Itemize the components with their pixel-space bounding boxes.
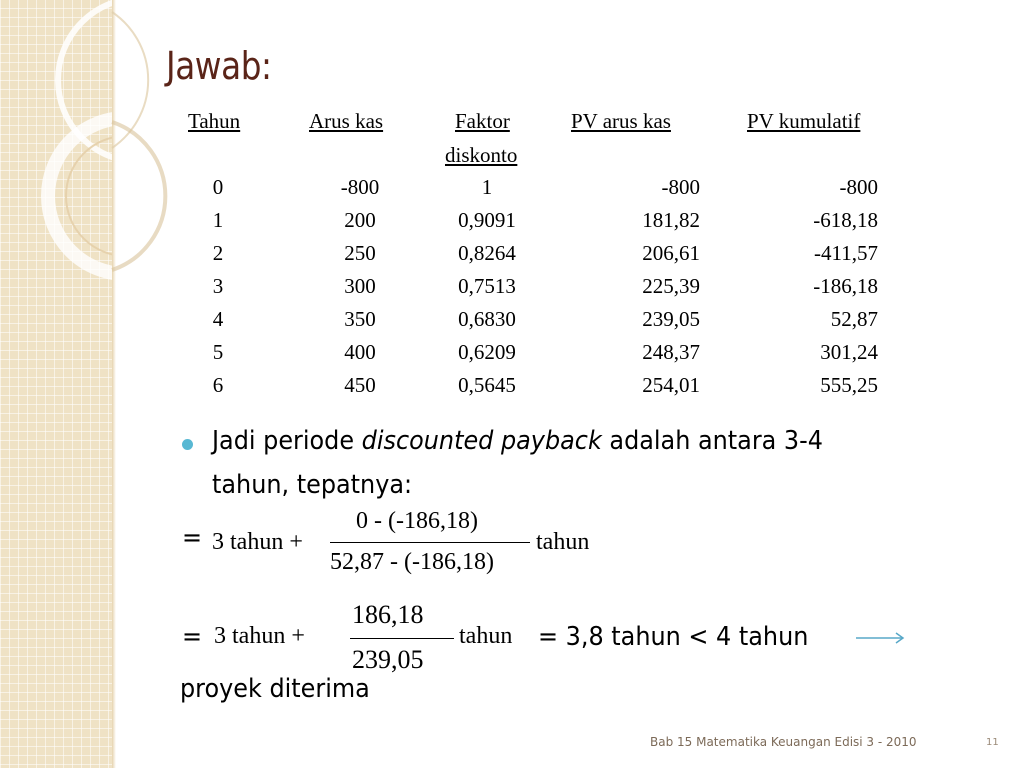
cell-arus-kas: 300 xyxy=(344,274,376,298)
formula1-unit: tahun xyxy=(536,529,590,555)
cell-kumulatif: -411,57 xyxy=(814,241,878,265)
cell-arus-kas: 400 xyxy=(344,340,376,364)
formula1-numerator: 0 - (-186,18) xyxy=(356,508,478,534)
bullet-text-italic: discounted payback xyxy=(361,426,602,456)
cell-faktor: 1 xyxy=(481,175,493,199)
formula1-denominator: 52,87 - (-186,18) xyxy=(330,549,494,575)
cell-arus-kas: 350 xyxy=(344,307,376,331)
table-row xyxy=(170,274,910,307)
cell-faktor: 0,6830 xyxy=(458,307,516,331)
footer-text: Bab 15 Matematika Keuangan Edisi 3 - 2010 xyxy=(650,735,917,749)
cell-kumulatif: 301,24 xyxy=(820,340,878,364)
table-row xyxy=(170,241,910,274)
cell-arus-kas: -800 xyxy=(340,175,380,199)
cell-tahun: 0 xyxy=(212,175,224,199)
cell-faktor: 0,8264 xyxy=(458,241,516,265)
slide-title: Jawab: xyxy=(166,44,272,88)
cell-pv: 225,39 xyxy=(642,274,700,298)
bullet-text-part1: Jadi periode xyxy=(212,426,362,456)
bullet-line-2: tahun, tepatnya: xyxy=(212,470,413,500)
table-row xyxy=(170,373,910,406)
formula2-denominator: 239,05 xyxy=(352,645,424,674)
cell-arus-kas: 450 xyxy=(344,373,376,397)
formula1-lead: 3 tahun + xyxy=(212,529,303,555)
cell-tahun: 4 xyxy=(212,307,224,331)
header-diskonto: diskonto xyxy=(445,143,518,167)
formula2-result: = 3,8 tahun < 4 tahun xyxy=(538,622,809,652)
cell-pv: 248,37 xyxy=(642,340,700,364)
bullet-text-part2: adalah antara 3-4 xyxy=(601,426,824,456)
table-row xyxy=(170,340,910,373)
formula2-fraction-bar xyxy=(350,638,454,639)
cell-tahun: 2 xyxy=(212,241,224,265)
table-row xyxy=(170,307,910,340)
cell-kumulatif: -800 xyxy=(839,175,878,199)
cell-pv: 254,01 xyxy=(642,373,700,397)
page-number: 11 xyxy=(986,737,999,748)
arrow-right-icon xyxy=(856,631,906,645)
conclusion-text: proyek diterima xyxy=(180,674,370,704)
cell-kumulatif: 555,25 xyxy=(820,373,878,397)
cell-faktor: 0,6209 xyxy=(458,340,516,364)
formula2-unit: tahun xyxy=(459,623,513,649)
cell-faktor: 0,5645 xyxy=(458,373,516,397)
cell-tahun: 1 xyxy=(212,208,224,232)
cell-pv: -800 xyxy=(661,175,700,199)
cell-kumulatif: 52,87 xyxy=(830,307,878,331)
formula1-fraction-bar xyxy=(330,542,530,543)
bullet-line-1 xyxy=(212,426,823,456)
header-pv-arus-kas: PV arus kas xyxy=(571,109,671,133)
cell-pv: 181,82 xyxy=(642,208,700,232)
cell-kumulatif: -186,18 xyxy=(813,274,878,298)
cell-pv: 239,05 xyxy=(642,307,700,331)
cell-tahun: 3 xyxy=(212,274,224,298)
table-row xyxy=(170,208,910,241)
formula2-equals: = xyxy=(182,622,203,652)
header-faktor: Faktor xyxy=(455,109,510,133)
formula2-lead: 3 tahun + xyxy=(214,623,305,649)
cell-tahun: 5 xyxy=(212,340,224,364)
cell-faktor: 0,9091 xyxy=(458,208,516,232)
header-pv-kumulatif: PV kumulatif xyxy=(747,109,861,133)
cell-faktor: 0,7513 xyxy=(458,274,516,298)
cell-pv: 206,61 xyxy=(642,241,700,265)
formula2-numerator: 186,18 xyxy=(352,600,424,629)
cell-arus-kas: 200 xyxy=(344,208,376,232)
bullet-icon xyxy=(182,439,193,450)
cell-tahun: 6 xyxy=(212,373,224,397)
header-tahun: Tahun xyxy=(188,109,241,133)
cell-kumulatif: -618,18 xyxy=(813,208,878,232)
table-row xyxy=(170,175,910,208)
cell-arus-kas: 250 xyxy=(344,241,376,265)
formula1-equals: = xyxy=(182,523,203,553)
header-arus-kas: Arus kas xyxy=(309,109,384,133)
